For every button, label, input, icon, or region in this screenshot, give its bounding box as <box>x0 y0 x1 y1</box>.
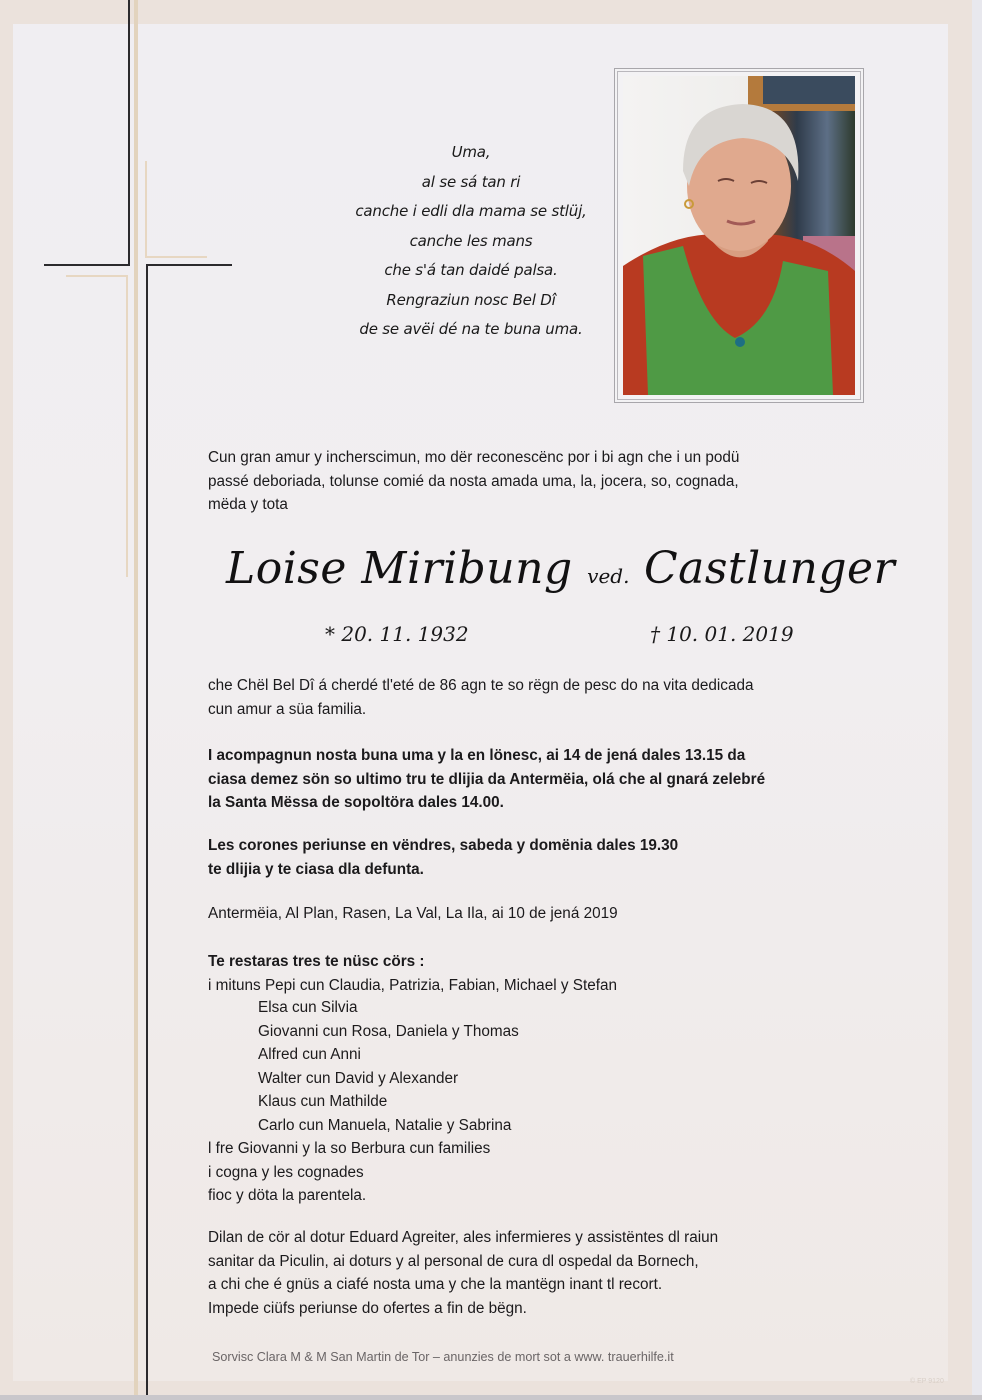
first-name: Loise <box>226 543 347 594</box>
married-name: Castlunger <box>643 543 896 594</box>
intro-paragraph <box>208 446 739 517</box>
cross-line <box>146 264 232 266</box>
poem <box>340 138 602 345</box>
funeral-paragraph <box>208 744 765 815</box>
text-line: cun amur a süa familia. <box>208 700 367 718</box>
mourners-line: i mituns Pepi cun Claudia, Patrizia, Fabian, Michael y Stefan <box>208 976 617 994</box>
intro-line: passé deboriada, tolunse comié da nosta amada uma, la, jocera, so, cognada, <box>208 472 739 490</box>
rosary-paragraph <box>208 834 678 881</box>
poem-line: Uma, <box>451 143 491 161</box>
thanks-paragraph <box>208 1226 718 1320</box>
poem-line: de se avëi dé na te buna uma. <box>359 320 583 338</box>
last-name: Miribung <box>361 543 573 594</box>
text-line: Impede ciüfs periunse do ofertes a fin de bëgn. <box>208 1299 527 1317</box>
cross-line <box>146 264 148 1395</box>
text-line: a chi che é gnüs a ciafé nosta uma y che la mantëgn inant tl recort. <box>208 1276 663 1293</box>
scan-edge-right <box>972 0 982 1400</box>
child-line: Klaus cun Mathilde <box>258 1093 388 1110</box>
cross-line <box>126 275 128 577</box>
cross-line <box>145 161 147 258</box>
child-line: Elsa cun Silvia <box>258 999 358 1016</box>
intro-line: mëda y tota <box>208 496 288 513</box>
portrait-illustration <box>623 76 855 395</box>
place-date <box>208 902 618 926</box>
text-line: la Santa Mëssa de sopoltöra dales 14.00. <box>208 794 504 811</box>
text-line: ciasa demez sön so ultimo tru te dlijia da Antermëia, olá che al gnará zelebré <box>208 770 766 788</box>
other-mourners <box>208 1137 490 1208</box>
intro-line: Cun gran amur y incherscimun, mo dër reconescënc por i bi agn che i un podü <box>208 449 740 466</box>
product-code: © EP 9120 <box>910 1378 944 1385</box>
poem-line: canche les mans <box>409 231 533 250</box>
mourners-line: i cogna y les cognades <box>208 1163 364 1181</box>
photo-frame <box>614 68 864 403</box>
poem-line: al se sá tan ri <box>421 172 521 191</box>
mourners-line: fioc y döta la parentela. <box>208 1187 367 1204</box>
child-line: Giovanni cun Rosa, Daniela y Thomas <box>258 1022 519 1040</box>
text-line: Antermëia, Al Plan, Rasen, La Val, La Ila, ai 10 de jená 2019 <box>208 905 618 922</box>
death-date: † 10. 01. 2019 <box>650 622 794 646</box>
text-line: te dlijia y te ciasa dla defunta. <box>208 860 424 878</box>
poem-line: Rengraziun nosc Bel Dî <box>386 290 556 309</box>
children-list <box>258 996 519 1137</box>
text-line: che Chël Bel Dî á cherdé tl'eté de 86 agn te so rëgn de pesc do na vita dedicada <box>208 677 754 694</box>
cross-line <box>44 264 130 266</box>
child-line: Walter cun David y Alexander <box>258 1069 459 1087</box>
window-glass <box>763 76 855 104</box>
footer-credit: Sorvisc Clara M & M San Martin de Tor – anunzies de mort sot a www. trauerhilfe.it <box>212 1350 674 1364</box>
poem-line: che s'á tan daidé palsa. <box>384 261 558 279</box>
birth-date: * 20. 11. 1932 <box>325 622 469 646</box>
text-line: Les corones periunse en vëndres, sabeda y domënia dales 19.30 <box>208 837 679 854</box>
child-line: Carlo cun Manuela, Natalie y Sabrina <box>258 1116 512 1134</box>
text-line: Dilan de cör al dotur Eduard Agreiter, ales infermieres y assistëntes dl raiun <box>208 1229 719 1246</box>
cross-line <box>145 256 207 258</box>
text-line: I acompagnun nosta buna uma y la en lönesc, ai 14 de jená dales 13.15 da <box>208 747 746 764</box>
mourners-section <box>208 950 617 997</box>
mourners-line: l fre Giovanni y la so Berbura cun families <box>208 1140 491 1157</box>
death-paragraph <box>208 674 753 721</box>
child-line: Alfred cun Anni <box>258 1046 361 1063</box>
text-line: sanitar da Piculin, ai doturs y al personal de cura dl ospedal da Bornech, <box>208 1252 699 1270</box>
cross-line <box>66 275 127 277</box>
button <box>735 337 745 347</box>
scan-edge-bottom <box>0 1395 982 1400</box>
portrait-photo <box>623 76 855 395</box>
cross-line <box>128 0 130 266</box>
cross-center-beam <box>134 0 138 1395</box>
poem-line: canche i edli dla mama se stlüj, <box>355 202 587 220</box>
widow-prefix: ved. <box>587 564 630 588</box>
deceased-name <box>226 543 906 594</box>
mourners-heading: Te restaras tres te nüsc cörs : <box>208 953 425 970</box>
